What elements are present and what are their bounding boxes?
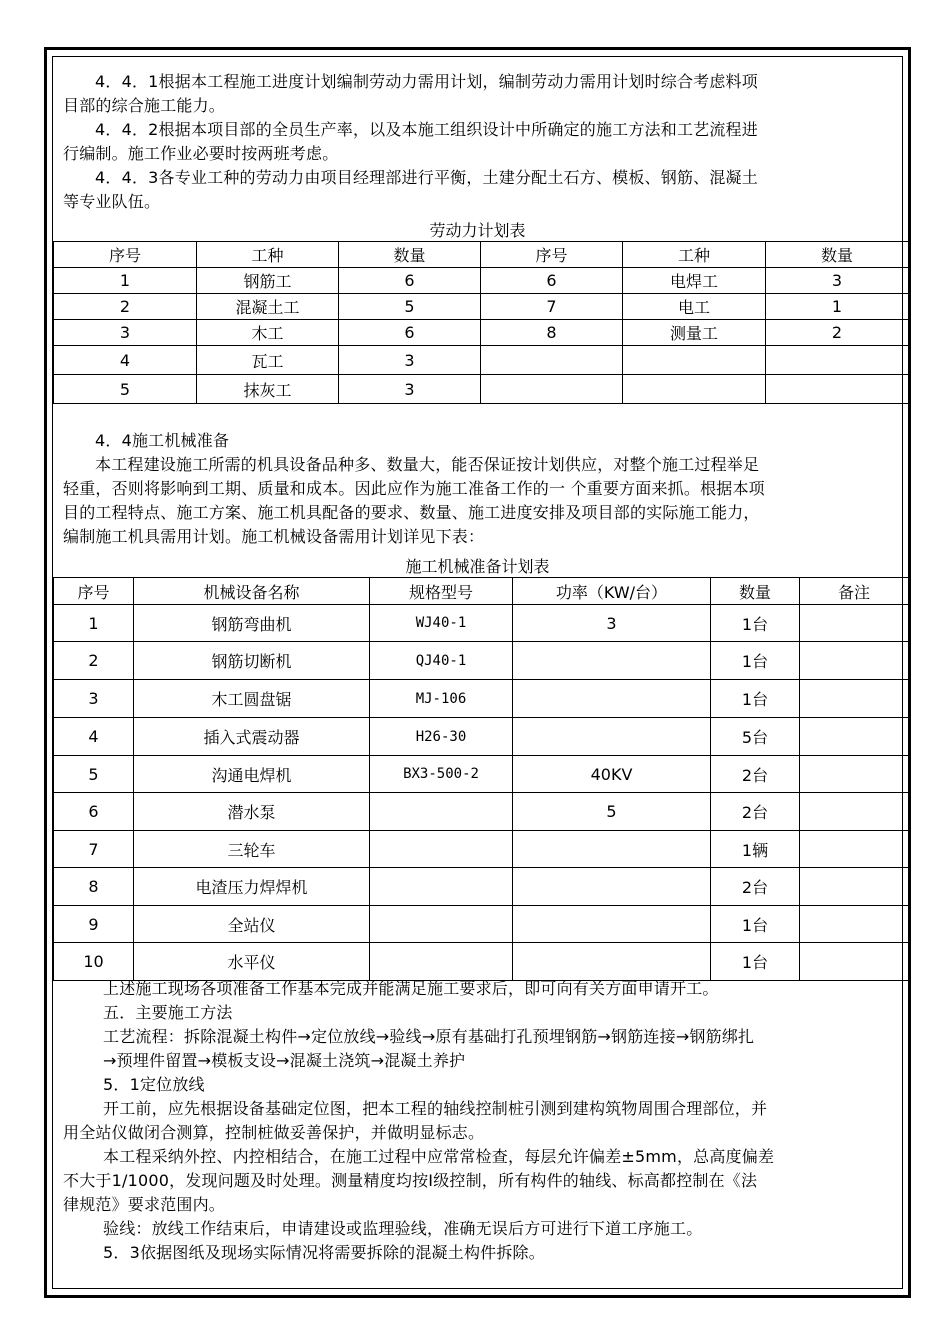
paragraph-line: 本工程采纳外控、内控相结合，在施工过程中应常常检查，每层允许偏差±5mm，总高度偏差 bbox=[103, 1147, 775, 1166]
table-cell: 3 bbox=[54, 320, 197, 346]
table-cell bbox=[513, 868, 711, 906]
paragraph-line: 轻重，否则将影响到工期、质量和成本。因此应作为施工准备工作的一 个重要方面来抓。根据本项 bbox=[63, 479, 765, 498]
table-cell: 3 bbox=[339, 346, 481, 375]
table-cell bbox=[513, 831, 711, 868]
table-row bbox=[54, 268, 909, 294]
table-cell: 4 bbox=[54, 346, 197, 375]
paragraph-line: 本工程建设施工所需的机具设备品种多、数量大，能否保证按计划供应，对整个施工过程举足 bbox=[95, 455, 760, 474]
table-cell: 瓦工 bbox=[197, 346, 339, 375]
table-cell bbox=[800, 642, 909, 680]
table-cell: 1台 bbox=[711, 605, 800, 642]
table-cell: 潜水泵 bbox=[134, 793, 370, 831]
page-inner-border bbox=[52, 56, 903, 1289]
table-cell bbox=[513, 642, 711, 680]
table-cell bbox=[513, 943, 711, 981]
table-cell: 电工 bbox=[623, 294, 766, 320]
intro-line: 4．4．2根据本项目部的全员生产率，以及本施工组织设计中所确定的施工方法和工艺流程进 bbox=[95, 120, 758, 139]
table-cell: 3 bbox=[339, 375, 481, 404]
table-cell: 1辆 bbox=[711, 831, 800, 868]
table-cell bbox=[800, 868, 909, 906]
paragraph-line: 不大于1/1000，发现问题及时处理。测量精度均按Ⅰ级控制，所有构件的轴线、标高都控制在《法 bbox=[63, 1171, 758, 1190]
paragraph-line: →预埋件留置→模板支设→混凝土浇筑→混凝土养护 bbox=[103, 1051, 466, 1070]
machine-table-caption: 施工机械准备计划表 bbox=[405, 557, 550, 576]
machine-table bbox=[53, 577, 909, 981]
table-cell: H26-30 bbox=[370, 718, 513, 756]
table-cell: 2 bbox=[766, 320, 909, 346]
table-cell: 1台 bbox=[711, 642, 800, 680]
table-cell bbox=[800, 906, 909, 943]
section-heading: 五．主要施工方法 bbox=[103, 1003, 233, 1022]
table-cell: 4 bbox=[54, 718, 134, 756]
table-cell bbox=[481, 346, 623, 375]
labor-table bbox=[53, 241, 909, 404]
table-row bbox=[54, 906, 909, 943]
table-cell: 6 bbox=[481, 268, 623, 294]
machine-header-cell: 功率（KW/台） bbox=[513, 578, 711, 605]
machine-header-cell: 备注 bbox=[800, 578, 909, 605]
table-cell: 7 bbox=[54, 831, 134, 868]
table-cell: WJ40-1 bbox=[370, 605, 513, 642]
table-row bbox=[54, 642, 909, 680]
intro-line: 行编制。施工作业必要时按两班考虑。 bbox=[63, 144, 339, 163]
machine-section bbox=[63, 429, 888, 549]
table-cell: 1 bbox=[54, 268, 197, 294]
machine-header-cell: 数量 bbox=[711, 578, 800, 605]
table-cell: 5台 bbox=[711, 718, 800, 756]
table-cell: 1台 bbox=[711, 680, 800, 718]
table-cell bbox=[513, 718, 711, 756]
table-cell bbox=[800, 756, 909, 793]
table-cell: 6 bbox=[54, 793, 134, 831]
table-cell: 沟通电焊机 bbox=[134, 756, 370, 793]
table-cell: 抹灰工 bbox=[197, 375, 339, 404]
table-cell: 2台 bbox=[711, 868, 800, 906]
table-row bbox=[54, 320, 909, 346]
table-cell: 7 bbox=[481, 294, 623, 320]
table-cell: 钢筋弯曲机 bbox=[134, 605, 370, 642]
table-cell: 6 bbox=[339, 268, 481, 294]
machine-header-row bbox=[54, 578, 909, 605]
table-cell: 三轮车 bbox=[134, 831, 370, 868]
intro-line: 等专业队伍。 bbox=[63, 192, 161, 211]
table-cell: 1台 bbox=[711, 906, 800, 943]
machine-header-cell: 机械设备名称 bbox=[134, 578, 370, 605]
table-cell bbox=[800, 718, 909, 756]
paragraph-line: 开工前，应先根据设备基础定位图，把本工程的轴线控制桩引测到建构筑物周围合理部位，并 bbox=[103, 1099, 768, 1118]
table-row bbox=[54, 294, 909, 320]
table-cell: 2 bbox=[54, 294, 197, 320]
table-cell: 5 bbox=[54, 756, 134, 793]
paragraph-line: 用全站仪做闭合测算，控制桩做妥善保护，并做明显标志。 bbox=[63, 1123, 485, 1142]
table-cell: 9 bbox=[54, 906, 134, 943]
table-cell: 3 bbox=[54, 680, 134, 718]
table-cell: 40KV bbox=[513, 756, 711, 793]
labor-table-caption: 劳动力计划表 bbox=[429, 221, 526, 240]
paragraph-line: 律规范》要求范围内。 bbox=[63, 1195, 226, 1214]
table-row bbox=[54, 375, 909, 404]
paragraph-line: 工艺流程：拆除混凝土构件→定位放线→验线→原有基础打孔预埋钢筋→钢筋连接→钢筋绑扎 bbox=[103, 1027, 755, 1046]
table-cell bbox=[481, 375, 623, 404]
table-row bbox=[54, 680, 909, 718]
labor-header-row bbox=[54, 242, 909, 268]
table-row bbox=[54, 793, 909, 831]
table-cell: 水平仪 bbox=[134, 943, 370, 981]
intro-section bbox=[63, 70, 888, 214]
table-cell bbox=[370, 943, 513, 981]
table-cell: 6 bbox=[339, 320, 481, 346]
table-cell: 1 bbox=[54, 605, 134, 642]
table-cell: 木工 bbox=[197, 320, 339, 346]
table-cell: 全站仪 bbox=[134, 906, 370, 943]
table-cell bbox=[370, 868, 513, 906]
labor-header-cell: 数量 bbox=[766, 242, 909, 268]
table-cell: 钢筋工 bbox=[197, 268, 339, 294]
table-row bbox=[54, 346, 909, 375]
table-cell bbox=[370, 906, 513, 943]
paragraph-line: 编制施工机具需用计划。施工机械设备需用计划详见下表： bbox=[63, 527, 485, 546]
table-cell: 木工圆盘锯 bbox=[134, 680, 370, 718]
paragraph-line: 验线：放线工作结束后，申请建设或监理验线，准确无误后方可进行下道工序施工。 bbox=[103, 1219, 703, 1238]
table-cell: 8 bbox=[481, 320, 623, 346]
section-heading: 4．4施工机械准备 bbox=[95, 431, 230, 450]
table-cell: 10 bbox=[54, 943, 134, 981]
table-cell: 5 bbox=[54, 375, 197, 404]
labor-header-cell: 序号 bbox=[481, 242, 623, 268]
table-cell: 3 bbox=[513, 605, 711, 642]
table-row bbox=[54, 605, 909, 642]
labor-header-cell: 数量 bbox=[339, 242, 481, 268]
paragraph-line: 上述施工现场各项准备工作基本完成并能满足施工要求后，即可向有关方面申请开工。 bbox=[103, 979, 719, 998]
table-cell: 8 bbox=[54, 868, 134, 906]
table-cell bbox=[513, 906, 711, 943]
machine-header-cell: 序号 bbox=[54, 578, 134, 605]
labor-header-cell: 工种 bbox=[197, 242, 339, 268]
intro-line: 目部的综合施工能力。 bbox=[63, 96, 226, 115]
table-cell: 1 bbox=[766, 294, 909, 320]
table-cell: 2台 bbox=[711, 793, 800, 831]
table-cell bbox=[370, 793, 513, 831]
table-cell: QJ40-1 bbox=[370, 642, 513, 680]
table-cell: 钢筋切断机 bbox=[134, 642, 370, 680]
paragraph-line: 5．3依据图纸及现场实际情况将需要拆除的混凝土构件拆除。 bbox=[103, 1243, 545, 1262]
table-cell: BX3-500-2 bbox=[370, 756, 513, 793]
page-frame bbox=[44, 47, 911, 1298]
table-cell bbox=[800, 605, 909, 642]
intro-line: 4．4．1根据本工程施工进度计划编制劳动力需用计划，编制劳动力需用计划时综合考虑料项 bbox=[95, 72, 758, 91]
table-cell: 2台 bbox=[711, 756, 800, 793]
section-heading: 5．1定位放线 bbox=[103, 1075, 205, 1094]
closing-section bbox=[63, 977, 888, 1265]
table-cell: 3 bbox=[766, 268, 909, 294]
table-cell: 电焊工 bbox=[623, 268, 766, 294]
table-cell bbox=[800, 793, 909, 831]
table-row bbox=[54, 943, 909, 981]
table-cell: 1台 bbox=[711, 943, 800, 981]
table-cell bbox=[623, 375, 766, 404]
table-cell: 混凝土工 bbox=[197, 294, 339, 320]
table-cell: 插入式震动器 bbox=[134, 718, 370, 756]
table-row bbox=[54, 868, 909, 906]
table-cell: 5 bbox=[513, 793, 711, 831]
table-cell bbox=[800, 680, 909, 718]
table-cell: 测量工 bbox=[623, 320, 766, 346]
table-cell bbox=[800, 943, 909, 981]
table-row bbox=[54, 831, 909, 868]
intro-line: 4．4．3各专业工种的劳动力由项目经理部进行平衡，土建分配土石方、模板、钢筋、混凝土 bbox=[95, 168, 758, 187]
table-cell bbox=[370, 831, 513, 868]
labor-header-cell: 工种 bbox=[623, 242, 766, 268]
labor-header-cell: 序号 bbox=[54, 242, 197, 268]
machine-header-cell: 规格型号 bbox=[370, 578, 513, 605]
table-cell: 电渣压力焊焊机 bbox=[134, 868, 370, 906]
table-cell bbox=[766, 346, 909, 375]
table-cell: 5 bbox=[339, 294, 481, 320]
table-row bbox=[54, 756, 909, 793]
table-cell bbox=[513, 680, 711, 718]
table-cell bbox=[800, 831, 909, 868]
paragraph-line: 目的工程特点、施工方案、施工机具配备的要求、数量、施工进度安排及项目部的实际施工能力， bbox=[63, 503, 760, 522]
table-row bbox=[54, 718, 909, 756]
table-cell: 2 bbox=[54, 642, 134, 680]
table-cell bbox=[766, 375, 909, 404]
table-cell: MJ-106 bbox=[370, 680, 513, 718]
table-cell bbox=[623, 346, 766, 375]
